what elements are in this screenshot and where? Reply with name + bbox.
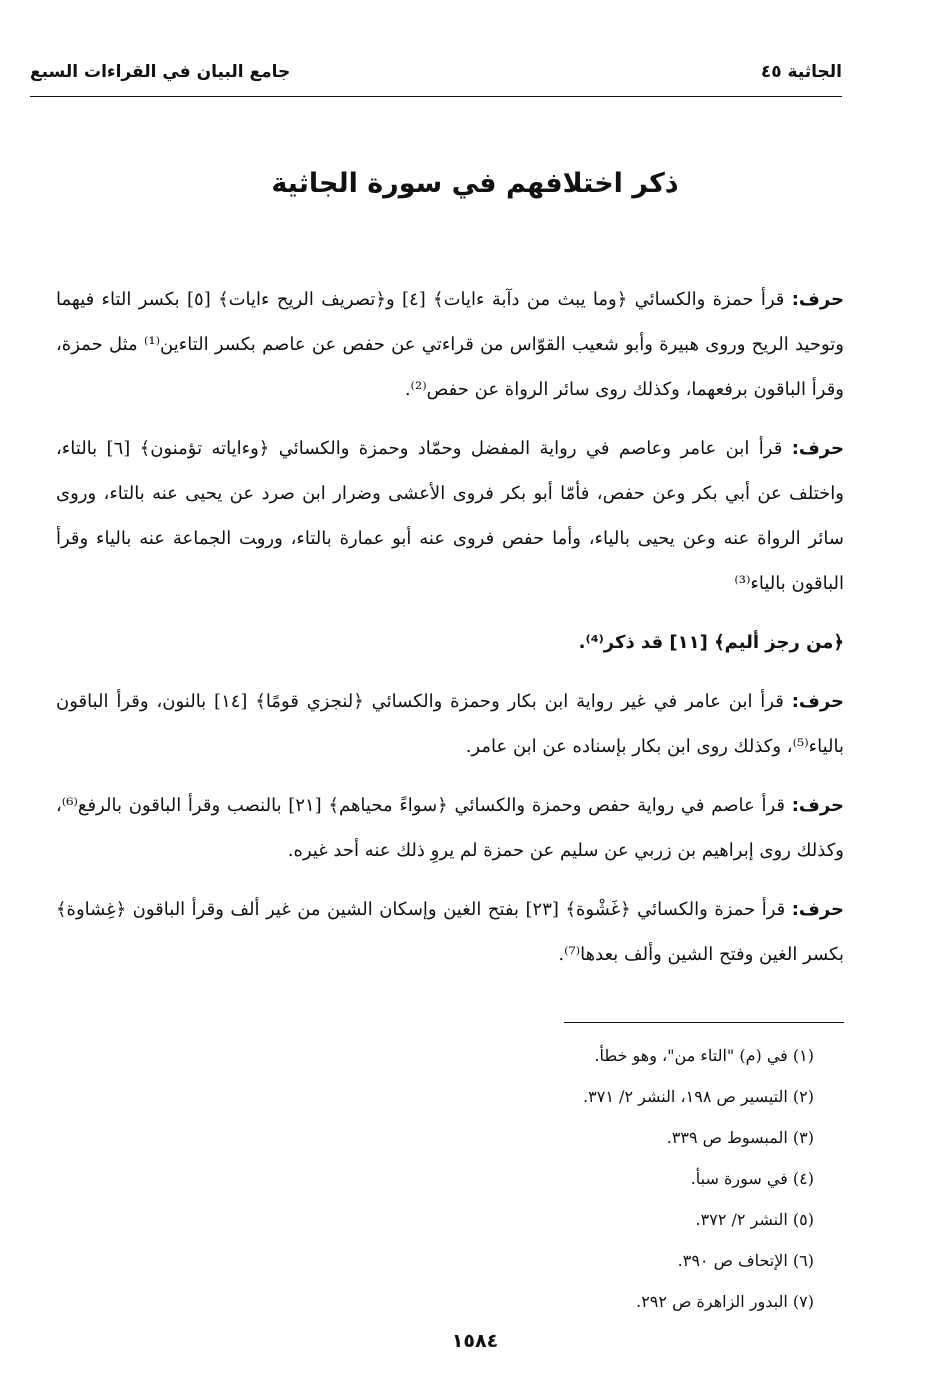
paragraph-text: قرأ حمزة والكسائي ﴿وما يبث من دآبة ءايات﴾ [٤] و﴿تصريف الريح ءايات﴾ [٥] بكسر التاء فيهما وتوحيد الريح وروى هبيرة وأبو شعيب القوّاس من قراءتي عن حفص عن عاصم بكسر التاءين⁽¹⁾ مثل حمزة، وقرأ الباقون برفعهما، وكذلك روى سائر الرواة عن حفص⁽²⁾.: [56, 289, 844, 400]
paragraph-head: حرف:: [791, 899, 844, 920]
paragraph-head: حرف:: [791, 438, 844, 459]
paragraph: [56, 277, 844, 412]
paragraph: [56, 679, 844, 769]
main-text: [56, 277, 844, 991]
paragraph-text: قرأ ابن عامر في غير رواية ابن بكار وحمزة والكسائي ﴿لنجزي قومًا﴾ [١٤] بالنون، وقرأ الباقون بالياء⁽⁵⁾، وكذلك روى ابن بكار بإسناده عن ابن عامر.: [56, 691, 844, 757]
header-surah: الجاثية ٤٥: [760, 62, 842, 82]
paragraph: [56, 783, 844, 873]
paragraph-head: حرف:: [791, 691, 844, 712]
footnote-item: (٢) التيسير ص ١٩٨، النشر ٢/ ٣٧١.: [583, 1087, 814, 1106]
footnote-item: (٣) المبسوط ص ٣٣٩.: [666, 1128, 814, 1147]
paragraph: [56, 426, 844, 606]
paragraph-head: حرف:: [791, 795, 844, 816]
paragraph: [56, 887, 844, 977]
paragraph-text: قرأ حمزة والكسائي ﴿غَشْوة﴾ [٢٣] بفتح الغين وإسكان الشين من غير ألف وقرأ الباقون ﴿غِشاوة﴾ بكسر الغين وفتح الشين وألف بعدها⁽⁷⁾.: [56, 899, 844, 965]
paragraph: [56, 620, 844, 665]
paragraph-head: حرف:: [791, 289, 844, 310]
chapter-title: ذكر اختلافهم في سورة الجاثية: [271, 168, 679, 199]
page-number: ١٥٨٤: [451, 1330, 499, 1352]
header-book-title: جامع البيان في القراءات السبع: [30, 62, 291, 82]
footnote-separator: [564, 1022, 844, 1023]
footnote-item: (٧) البدور الزاهرة ص ٢٩٢.: [636, 1292, 814, 1311]
paragraph-text: قرأ عاصم في رواية حفص وحمزة والكسائي ﴿سواءً محياهم﴾ [٢١] بالنصب وقرأ الباقون بالرفع⁽⁶⁾، وكذلك روى إبراهيم بن زربي عن سليم عن حمزة لم يروِ ذلك عنه أحد غيره.: [56, 795, 844, 861]
running-header: [30, 62, 842, 97]
paragraph-text: ﴿من رجز أليم﴾ [١١] قد ذكر⁽⁴⁾.: [578, 632, 844, 653]
footnote-item: (١) في (م) "التاء من"، وهو خطأ.: [594, 1046, 814, 1065]
footnote-list: [56, 1035, 844, 1322]
footnote-item: (٤) في سورة سبأ.: [690, 1169, 814, 1188]
paragraph-text: قرأ ابن عامر وعاصم في رواية المفضل وحمّاد وحمزة والكسائي ﴿وءاياته تؤمنون﴾ [٦] بالتاء، واختلف عن أبي بكر وعن حفص، فأمّا أبو بكر فروى الأعشى وضرار ابن صرد عن يحيى عنه بالتاء، وروى سائر الرواة عنه وعن يحيى بالياء، وأما حفص فروى عنه أبو عمارة بالتاء، ورو‍ت الجماعة عنه بالياء وقرأ الباقون بالياء⁽³⁾: [56, 438, 844, 594]
footnotes: [56, 1022, 844, 1322]
footnote-item: (٦) الإتحاف ص ٣٩٠.: [677, 1251, 814, 1270]
footnote-item: (٥) النشر ٢/ ٣٧٢.: [695, 1210, 814, 1229]
